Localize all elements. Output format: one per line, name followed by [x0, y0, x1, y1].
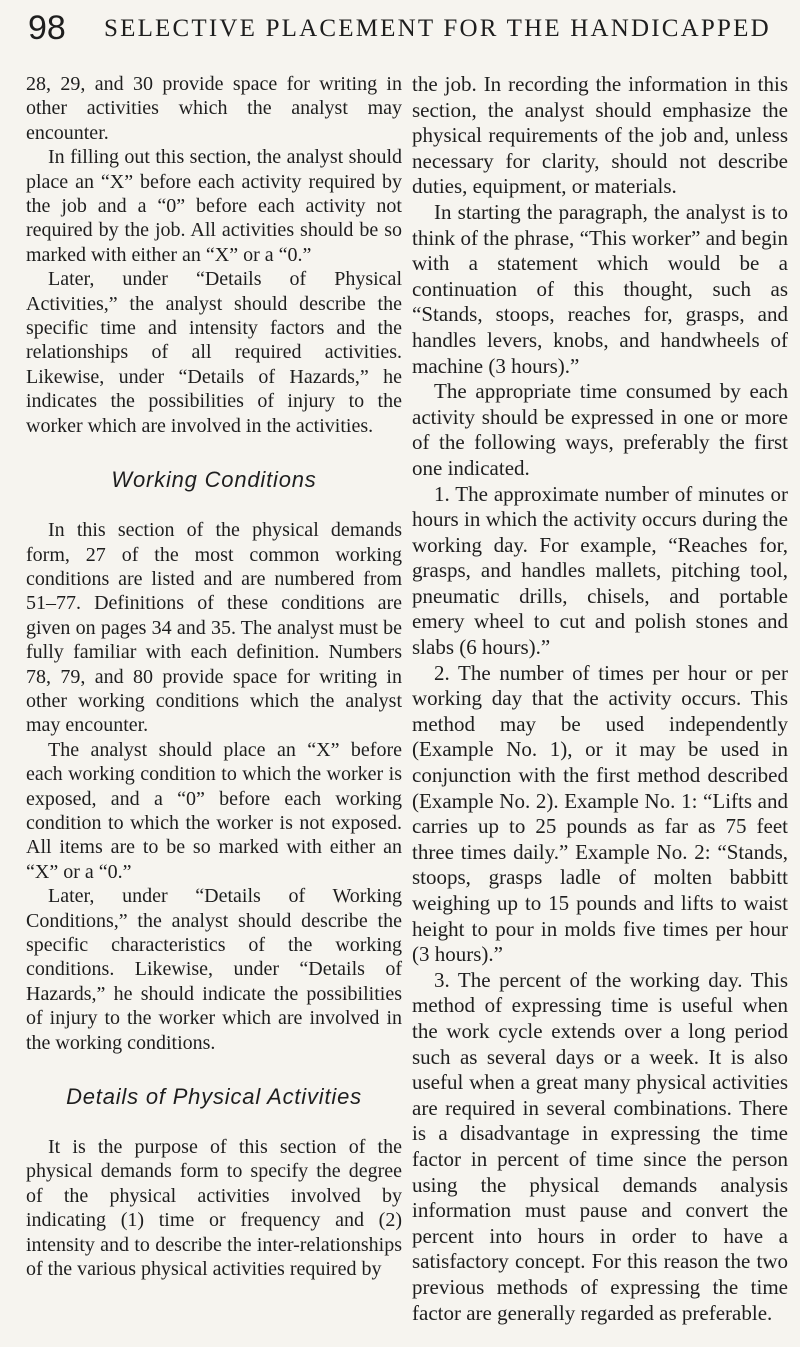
page-header — [28, 6, 788, 50]
running-head: SELECTIVE PLACEMENT FOR THE HANDICAPPED — [104, 15, 771, 42]
page-number: 98 — [28, 9, 66, 47]
paragraph: In starting the paragraph, the analyst is to think of the phrase, “This worker” and begin with a statement which would be a continuation of this thought, such as “Stands, stoops, reaches for, grasps, and handles levers, knobs, and handwheels of machine (3 hours).” — [412, 199, 788, 378]
section-heading-working-conditions: Working Conditions — [111, 467, 317, 493]
paragraph: The analyst should place an “X” before each working condition to which the worker is exposed, and a “0” before each working condition to which the worker is not exposed. All items are to be so marked with either an “X” or a “0.” — [26, 738, 402, 883]
left-column — [26, 72, 402, 1281]
paragraph: 1. The approximate number of minutes or hours in which the activity occurs during the working day. For example, “Reaches for, grasps, and handles mallets, pitching tool, pneumatic drills, chisels, and portable emery wheel to cut and polish stones and slabs (6 hours).” — [412, 481, 788, 660]
paragraph: The appropriate time consumed by each activity should be expressed in one or more of the following ways, preferably the first one indicated. — [412, 379, 788, 480]
section-heading-physical-activities: Details of Physical Activities — [66, 1084, 362, 1110]
paragraph: 28, 29, and 30 provide space for writing in other activities which the analyst may encounter. — [26, 73, 402, 144]
paragraph: 3. The percent of the working day. This method of expressing time is useful when the work cycle extends over a long period such as several days or a week. It is also useful when a great many physical activities are required in several combinations. There is a disadvantage in expressing the time factor in percent of time since the person using the physical demands analysis information must pause and convert the percent into hours in order to have a satisfactory concept. For this reason the two previous methods of expressing the time factor are generally regarded as preferable. — [412, 967, 788, 1325]
right-column — [412, 72, 788, 1326]
paragraph: It is the purpose of this section of the physical demands form to specify the degree of the physical activities involved by indicating (1) time or frequency and (2) intensity and to describe the inter-relationships of the various physical activities required by — [26, 1136, 402, 1281]
paragraph: In filling out this section, the analyst should place an “X” before each activity required by the job and a “0” before each activity not required by the job. All activities should be so marked with either an “X” or a “0.” — [26, 146, 402, 266]
paragraph: In this section of the physical demands form, 27 of the most common working conditions are listed and are numbered from 51–77. Definitions of these conditions are given on pages 34 and 35. The analyst must be fully familiar with each definition. Numbers 78, 79, and 80 provide space for writing in other working conditions which the analyst may encounter. — [26, 519, 402, 737]
paragraph: 2. The number of times per hour or per working day that the activity occurs. This method may be used independently (Example No. 1), or it may be used in conjunction with the first method described (Example No. 2). Example No. 1: “Lifts and carries up to 25 pounds as far as 75 feet three times daily.” Example No. 2: “Stands, stoops, grasps ladle of molten babbitt weighing up to 15 pounds and lifts to waist height to pour in molds five times per hour (3 hours).” — [412, 660, 788, 967]
paragraph: Later, under “Details of Physical Activities,” the analyst should describe the specific time and intensity factors and the relationships of all required activities. Likewise, under “Details of Hazards,” he indicates the possibilities of injury to the worker which are involved in the activities. — [26, 268, 402, 437]
paragraph: Later, under “Details of Working Conditions,” the analyst should describe the specific characteristics of the working conditions. Likewise, under “Details of Hazards,” he should indicate the possibilities of injury to the worker which are involved in the working conditions. — [26, 885, 402, 1054]
paragraph: the job. In recording the information in this section, the analyst should emphasize the physical requirements of the job and, unless necessary for clarity, should not describe duties, equipment, or materials. — [412, 72, 788, 199]
